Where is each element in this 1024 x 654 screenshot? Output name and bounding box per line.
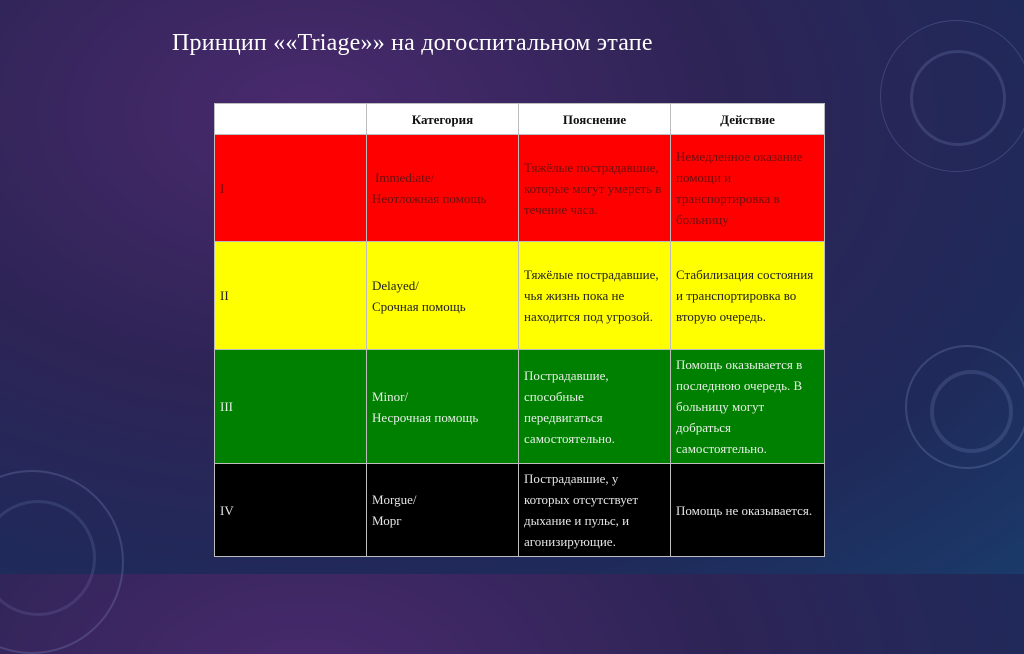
category-description: Срочная помощь: [372, 298, 466, 314]
row-number: I: [215, 135, 367, 242]
row-explanation: Тяжёлые пострадавшие, чья жизнь пока не находится под угрозой.: [519, 242, 671, 350]
table-row: [215, 464, 825, 557]
row-explanation: Пострадавшие, у которых отсутствует дыхание и пульс, и агонизирующие.: [519, 464, 671, 557]
row-number: II: [215, 242, 367, 350]
row-action: Стабилизация состояния и транспортировка во вторую очередь.: [671, 242, 825, 350]
row-category: [367, 135, 519, 242]
row-category: [367, 350, 519, 464]
category-description: Несрочная помощь: [372, 409, 479, 425]
slide-title: Принцип ««Triage»» на догоспитальном этапе: [172, 30, 653, 56]
triage-table: [214, 103, 825, 557]
category-name: Morgue/: [372, 492, 417, 507]
table-row: [215, 242, 825, 350]
row-number: III: [215, 350, 367, 464]
row-action: Помощь оказывается в последнюю очередь. В больницу могут добраться самостоятельно.: [671, 350, 825, 464]
category-name: Minor/: [372, 388, 409, 404]
row-category: [367, 242, 519, 350]
table-header-row: [215, 104, 825, 135]
row-number: IV: [215, 464, 367, 557]
row-action: Немедленное оказание помощи и транспортировка в больницу: [671, 135, 825, 242]
background-decoration-circle: [910, 50, 1006, 146]
table-row: [215, 350, 825, 464]
row-explanation: Тяжёлые пострадавшие, которые могут умереть в течение часа.: [519, 135, 671, 242]
category-description: Морг: [372, 513, 402, 528]
row-explanation: Пострадавшие, способные передвигаться самостоятельно.: [519, 350, 671, 464]
background-decoration-circle: [930, 370, 1013, 453]
category-name: Immediate/: [375, 170, 435, 185]
row-action: Помощь не оказывается.: [671, 464, 825, 557]
header-cell-category: Категория: [367, 104, 519, 135]
category-name: Delayed/: [372, 277, 419, 293]
header-cell-number: [215, 104, 367, 135]
header-cell-action: Действие: [671, 104, 825, 135]
header-cell-explanation: Пояснение: [519, 104, 671, 135]
row-category: [367, 464, 519, 557]
table-row: [215, 135, 825, 242]
category-description: Неотложная помощь: [372, 191, 487, 206]
